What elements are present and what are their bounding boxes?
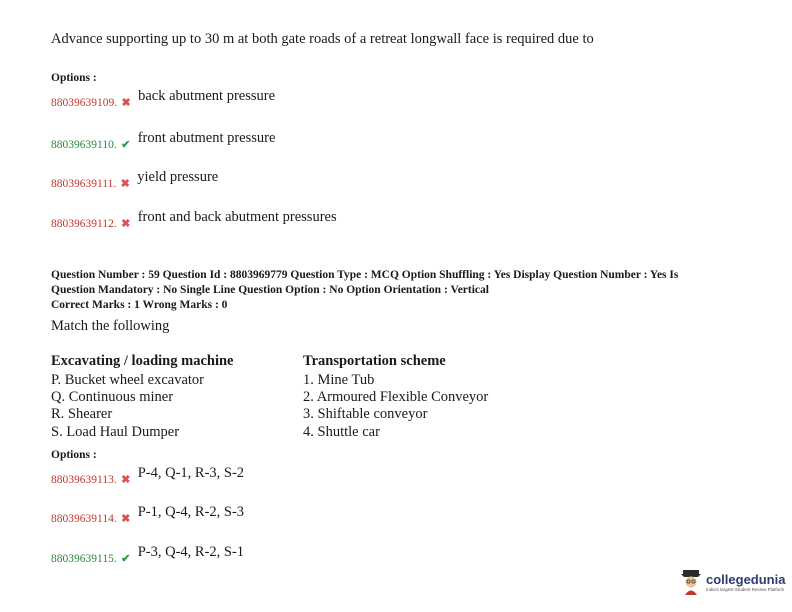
- left-item: R. Shearer: [51, 406, 113, 422]
- option-88039639114[interactable]: [51, 504, 244, 525]
- option-id: 88039639113.: [51, 474, 117, 486]
- question-59-marks: Correct Marks : 1 Wrong Marks : 0: [51, 299, 228, 311]
- options-label-q59: Options :: [51, 449, 97, 461]
- right-item: 2. Armoured Flexible Conveyor: [303, 389, 489, 405]
- option-id: 88039639110.: [51, 139, 117, 151]
- option-id: 88039639114.: [51, 513, 117, 525]
- option-88039639113[interactable]: [51, 465, 244, 486]
- cross-icon: ✖: [121, 97, 131, 109]
- logo-tagline: India's largest Student Review Platform: [706, 587, 785, 592]
- right-item: 3. Shiftable conveyor: [303, 406, 428, 422]
- right-column-heading: Transportation scheme: [303, 353, 446, 369]
- logo-name: collegedunia: [706, 572, 786, 587]
- check-icon: ✔: [121, 553, 131, 565]
- right-item: 4. Shuttle car: [303, 424, 380, 440]
- cross-icon: ✖: [120, 178, 130, 190]
- check-icon: ✔: [121, 139, 131, 151]
- mascot-icon: [680, 569, 702, 595]
- question-59-meta-line2: Question Mandatory : No Single Line Question Option : No Option Orientation : Vertical: [51, 284, 489, 296]
- option-88039639112[interactable]: [51, 209, 337, 230]
- collegedunia-logo: [680, 569, 785, 595]
- options-label-q58: Options :: [51, 72, 97, 84]
- cross-icon: ✖: [121, 474, 131, 486]
- question-59-title: Match the following: [51, 318, 170, 334]
- right-item: 1. Mine Tub: [303, 372, 375, 388]
- option-id: 88039639112.: [51, 218, 117, 230]
- option-id: 88039639111.: [51, 178, 117, 190]
- option-text: P-3, Q-4, R-2, S-1: [137, 544, 245, 560]
- option-text: front abutment pressure: [137, 130, 276, 146]
- left-item: P. Bucket wheel excavator: [51, 372, 205, 388]
- question-58-text: Advance supporting up to 30 m at both gate roads of a retreat longwall face is required due to: [51, 31, 594, 47]
- left-item: S. Load Haul Dumper: [51, 424, 180, 440]
- option-text: back abutment pressure: [138, 88, 276, 104]
- left-column-heading: Excavating / loading machine: [51, 353, 234, 369]
- left-item: Q. Continuous miner: [51, 389, 174, 405]
- option-id: 88039639109.: [51, 97, 118, 109]
- option-text: P-4, Q-1, R-3, S-2: [137, 465, 245, 481]
- option-88039639110[interactable]: [51, 130, 275, 151]
- option-text: front and back abutment pressures: [137, 209, 337, 225]
- question-59-meta-line1: Question Number : 59 Question Id : 8803969779 Question Type : MCQ Option Shuffling : Yes Display Question Number : Yes Is: [51, 269, 679, 281]
- option-88039639109[interactable]: [51, 88, 275, 109]
- option-88039639111[interactable]: [51, 169, 218, 190]
- option-88039639115[interactable]: [51, 544, 244, 565]
- cross-icon: ✖: [121, 218, 131, 230]
- option-id: 88039639115.: [51, 553, 117, 565]
- option-text: yield pressure: [137, 169, 219, 185]
- option-text: P-1, Q-4, R-2, S-3: [137, 504, 245, 520]
- cross-icon: ✖: [121, 513, 131, 525]
